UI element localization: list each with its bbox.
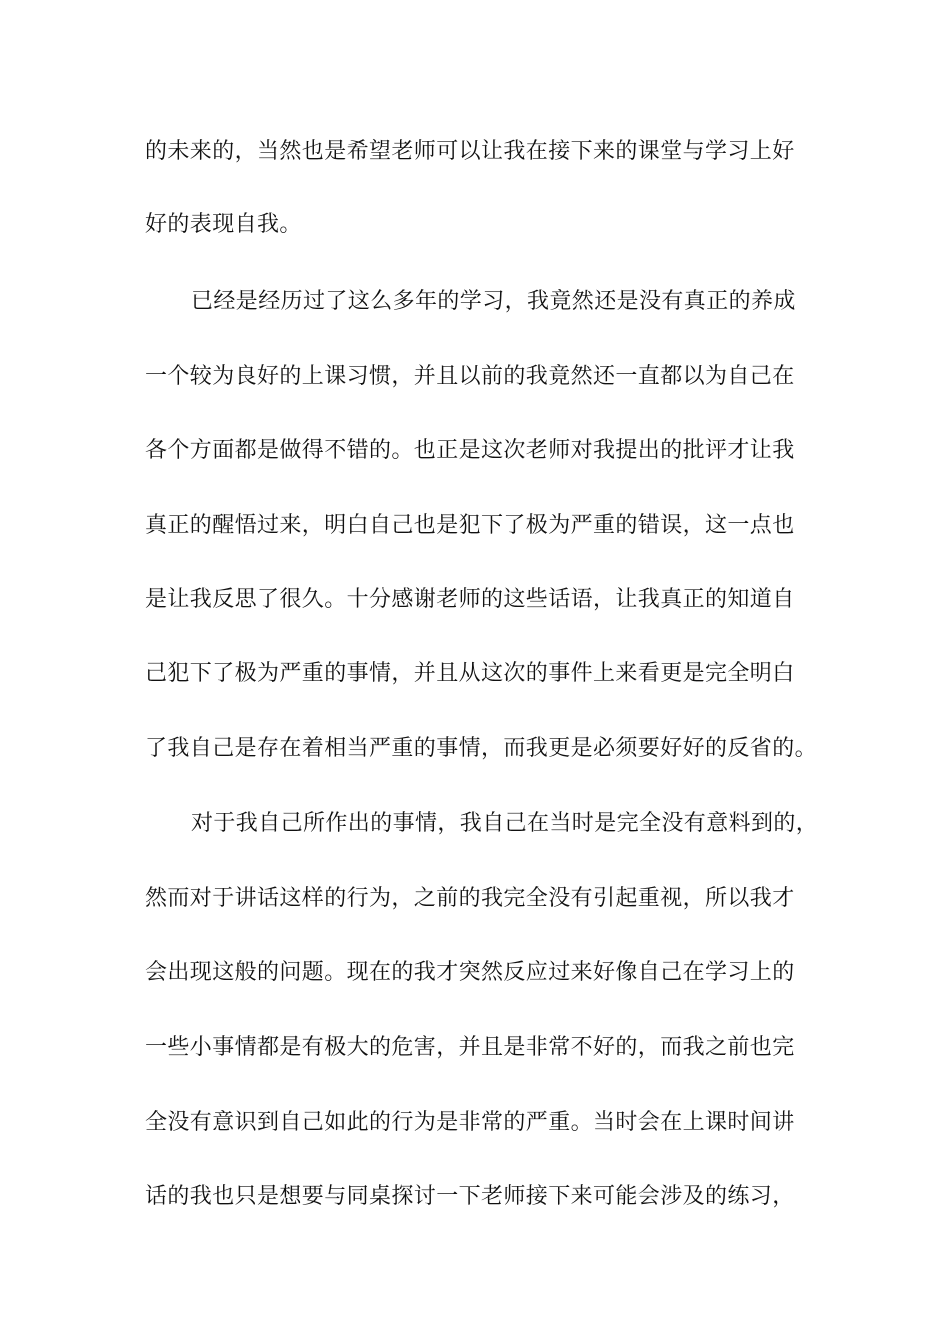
paragraph-first-line: 对于我自己所作出的事情，我自己在当时是完全没有意料到的， <box>191 811 819 836</box>
text-line: 的未来的，当然也是希望老师可以让我在接下来的课堂与学习上好 <box>145 139 795 164</box>
text-line: 会出现这般的问题。现在的我才突然反应过来好像自己在学习上的 <box>145 960 795 985</box>
text-line: 了我自己是存在着相当严重的事情，而我更是必须要好好的反省的。 <box>145 736 818 761</box>
paragraph-first-line: 已经是经历过了这么多年的学习，我竟然还是没有真正的养成 <box>191 289 796 314</box>
text-line: 好的表现自我。 <box>145 212 302 237</box>
text-line: 全没有意识到自己如此的行为是非常的严重。当时会在上课时间讲 <box>145 1110 795 1135</box>
text-line: 是让我反思了很久。十分感谢老师的这些话语，让我真正的知道自 <box>145 587 795 612</box>
text-line: 话的我也只是想要与同桌探讨一下老师接下来可能会涉及的练习， <box>145 1184 795 1209</box>
text-line: 各个方面都是做得不错的。也正是这次老师对我提出的批评才让我 <box>145 438 795 463</box>
text-line: 一些小事情都是有极大的危害，并且是非常不好的，而我之前也完 <box>145 1035 795 1060</box>
text-line: 真正的醒悟过来，明白自己也是犯下了极为严重的错误，这一点也 <box>145 513 795 538</box>
text-line: 然而对于讲话这样的行为，之前的我完全没有引起重视，所以我才 <box>145 886 795 911</box>
text-line: 己犯下了极为严重的事情，并且从这次的事件上来看更是完全明白 <box>145 661 795 686</box>
text-line: 一个较为良好的上课习惯，并且以前的我竟然还一直都以为自己在 <box>145 364 795 389</box>
